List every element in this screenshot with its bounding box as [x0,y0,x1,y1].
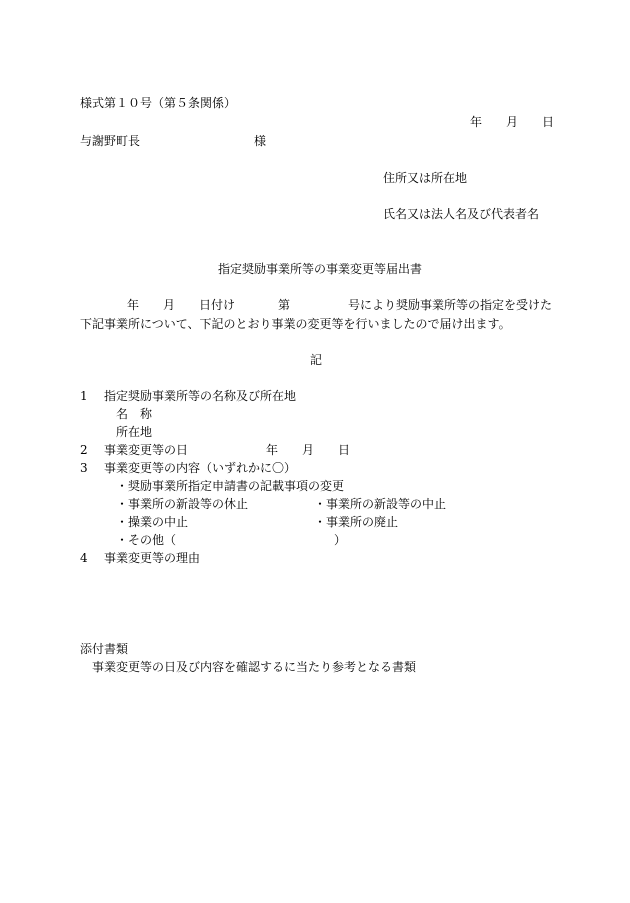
item4-label: 事業変更等の理由 [104,551,201,565]
item3-option: ・事業所の廃止 [314,515,399,529]
item2-day: 日 [338,443,351,457]
item4-number: 4 [80,551,88,565]
attachments-text: 事業変更等の日及び内容を確認するに当たり参考となる書類 [92,660,417,674]
item3-option-other: ・その他（ [116,533,177,547]
attachments-label: 添付書類 [80,642,129,656]
body-dai: 第 [278,298,291,312]
item3-option: ・操業の中止 [116,515,189,529]
document-title: 指定奨励事業所等の事業変更等届出書 [218,262,423,276]
item1-number: 1 [80,389,88,403]
item3-option-other-close: ） [334,533,347,547]
item1-location-label: 所在地 [116,425,153,439]
body-line2: 下記事業所について、下記のとおり事業の変更等を行いましたので届け出ます。 [80,317,511,331]
body-year: 年 [127,298,140,312]
item3-option: ・事業所の新設等の中止 [314,497,447,511]
item3-label: 事業変更等の内容（いずれかに〇） [104,461,297,475]
ki-heading: 記 [310,353,323,367]
applicant-name-label: 氏名又は法人名及び代表者名 [383,207,540,221]
body-dated: 日付け [199,298,236,312]
applicant-address-label: 住所又は所在地 [383,171,468,185]
addressee-honorific: 様 [254,134,267,148]
item2-label: 事業変更等の日 [104,443,189,457]
body-month: 月 [163,298,176,312]
body-line1-rest: 号により奨励事業所等の指定を受けた [348,298,553,312]
item1-name-label: 名 称 [116,407,153,421]
item2-number: 2 [80,443,88,457]
addressee-name: 与謝野町長 [80,134,141,148]
item3-option: ・奨励事業所指定申請書の記載事項の変更 [116,479,345,493]
date-line: 年 月 日 [470,115,555,129]
item2-month: 月 [302,443,315,457]
item3-option: ・事業所の新設等の休止 [116,497,249,511]
item1-label: 指定奨励事業所等の名称及び所在地 [104,389,297,403]
form-number: 様式第１０号（第５条関係） [80,96,237,110]
item3-number: 3 [80,461,88,475]
item2-year: 年 [266,443,279,457]
